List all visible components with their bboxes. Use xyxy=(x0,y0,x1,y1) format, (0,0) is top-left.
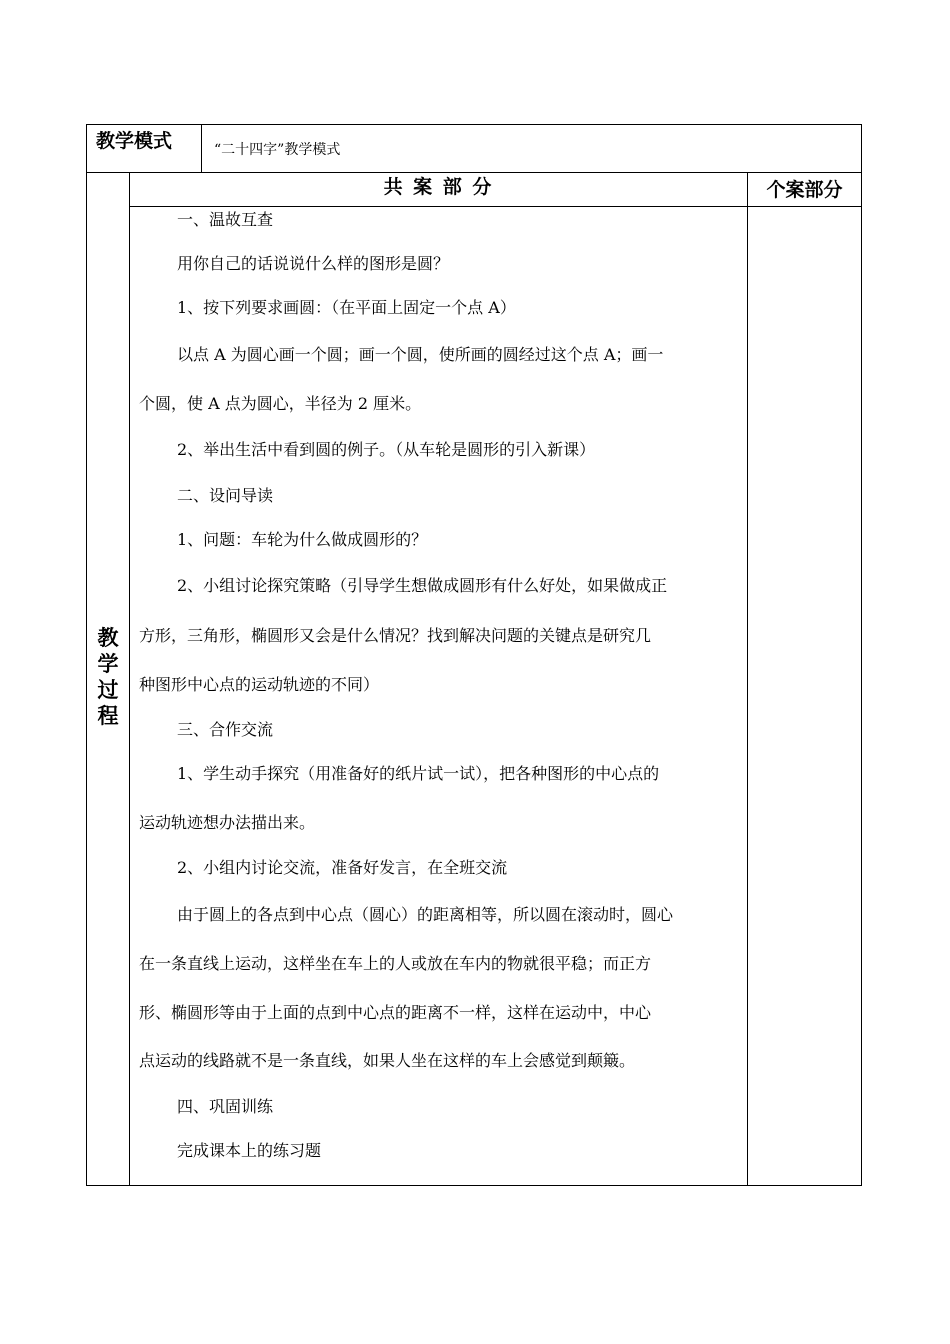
table-border-header-bottom xyxy=(129,206,862,207)
text-line: 用你自己的话说说什么样的图形是圆？ xyxy=(177,254,450,273)
text-line: 以点 A 为圆心画一个圆；画一个圆，使所画的圆经过这个点 A；画一 xyxy=(177,345,664,364)
text-line: 点运动的线路就不是一条直线，如果人坐在这样的车上会感觉到颠簸。 xyxy=(139,1051,636,1070)
section-heading: 四、巩固训练 xyxy=(177,1097,274,1116)
text-line: 完成课本上的练习题 xyxy=(177,1141,322,1160)
teaching-mode-label: 教学模式 xyxy=(96,130,173,152)
individual-divider xyxy=(747,172,748,1186)
teaching-process-char: 学 xyxy=(97,652,119,676)
text-line: 2、举出生活中看到圆的例子。（从车轮是圆形的引入新课） xyxy=(177,440,596,459)
text-line: 运动轨迹想办法描出来。 xyxy=(139,813,316,832)
table-border-left xyxy=(86,124,87,1186)
text-line: 种图形中心点的运动轨迹的不同） xyxy=(139,675,380,694)
section-heading: 三、合作交流 xyxy=(177,720,274,739)
text-line: 2、小组讨论探究策略（引导学生想做成圆形有什么好处，如果做成正 xyxy=(177,576,668,595)
text-line: 个圆，使 A 点为圆心，半径为 2 厘米。 xyxy=(139,394,422,413)
text-line: 1、问题：车轮为什么做成圆形的？ xyxy=(177,530,428,549)
teaching-process-char: 过 xyxy=(97,678,119,702)
teaching-process-label xyxy=(90,625,126,729)
text-line: 1、按下列要求画圆：（在平面上固定一个点 A） xyxy=(177,298,516,317)
shared-plan-header: 共 案 部 分 xyxy=(383,176,494,198)
text-line: 2、小组内讨论交流，准备好发言，在全班交流 xyxy=(177,858,508,877)
mode-divider xyxy=(201,124,202,173)
text-line: 方形，三角形，椭圆形又会是什么情况？找到解决问题的关键点是研究几 xyxy=(139,626,652,645)
table-border-right xyxy=(861,124,862,1186)
text-line: 形、椭圆形等由于上面的点到中心点的距离不一样，这样在运动中，中心 xyxy=(139,1003,652,1022)
text-line: 由于圆上的各点到中心点（圆心）的距离相等，所以圆在滚动时，圆心 xyxy=(177,905,674,924)
text-line: 1、学生动手探究（用准备好的纸片试一试），把各种图形的中心点的 xyxy=(177,764,660,783)
section-heading: 二、设问导读 xyxy=(177,486,274,505)
teaching-process-char: 程 xyxy=(97,704,119,728)
text-line: 在一条直线上运动，这样坐在车上的人或放在车内的物就很平稳；而正方 xyxy=(139,954,652,973)
process-divider xyxy=(129,172,130,1186)
table-border-top xyxy=(86,124,862,125)
teaching-mode-value: “二十四字”教学模式 xyxy=(214,142,341,158)
section-heading: 一、温故互查 xyxy=(177,210,274,229)
table-border-bottom xyxy=(86,1185,862,1186)
individual-plan-header: 个案部分 xyxy=(766,179,843,201)
teaching-process-char: 教 xyxy=(97,626,119,650)
